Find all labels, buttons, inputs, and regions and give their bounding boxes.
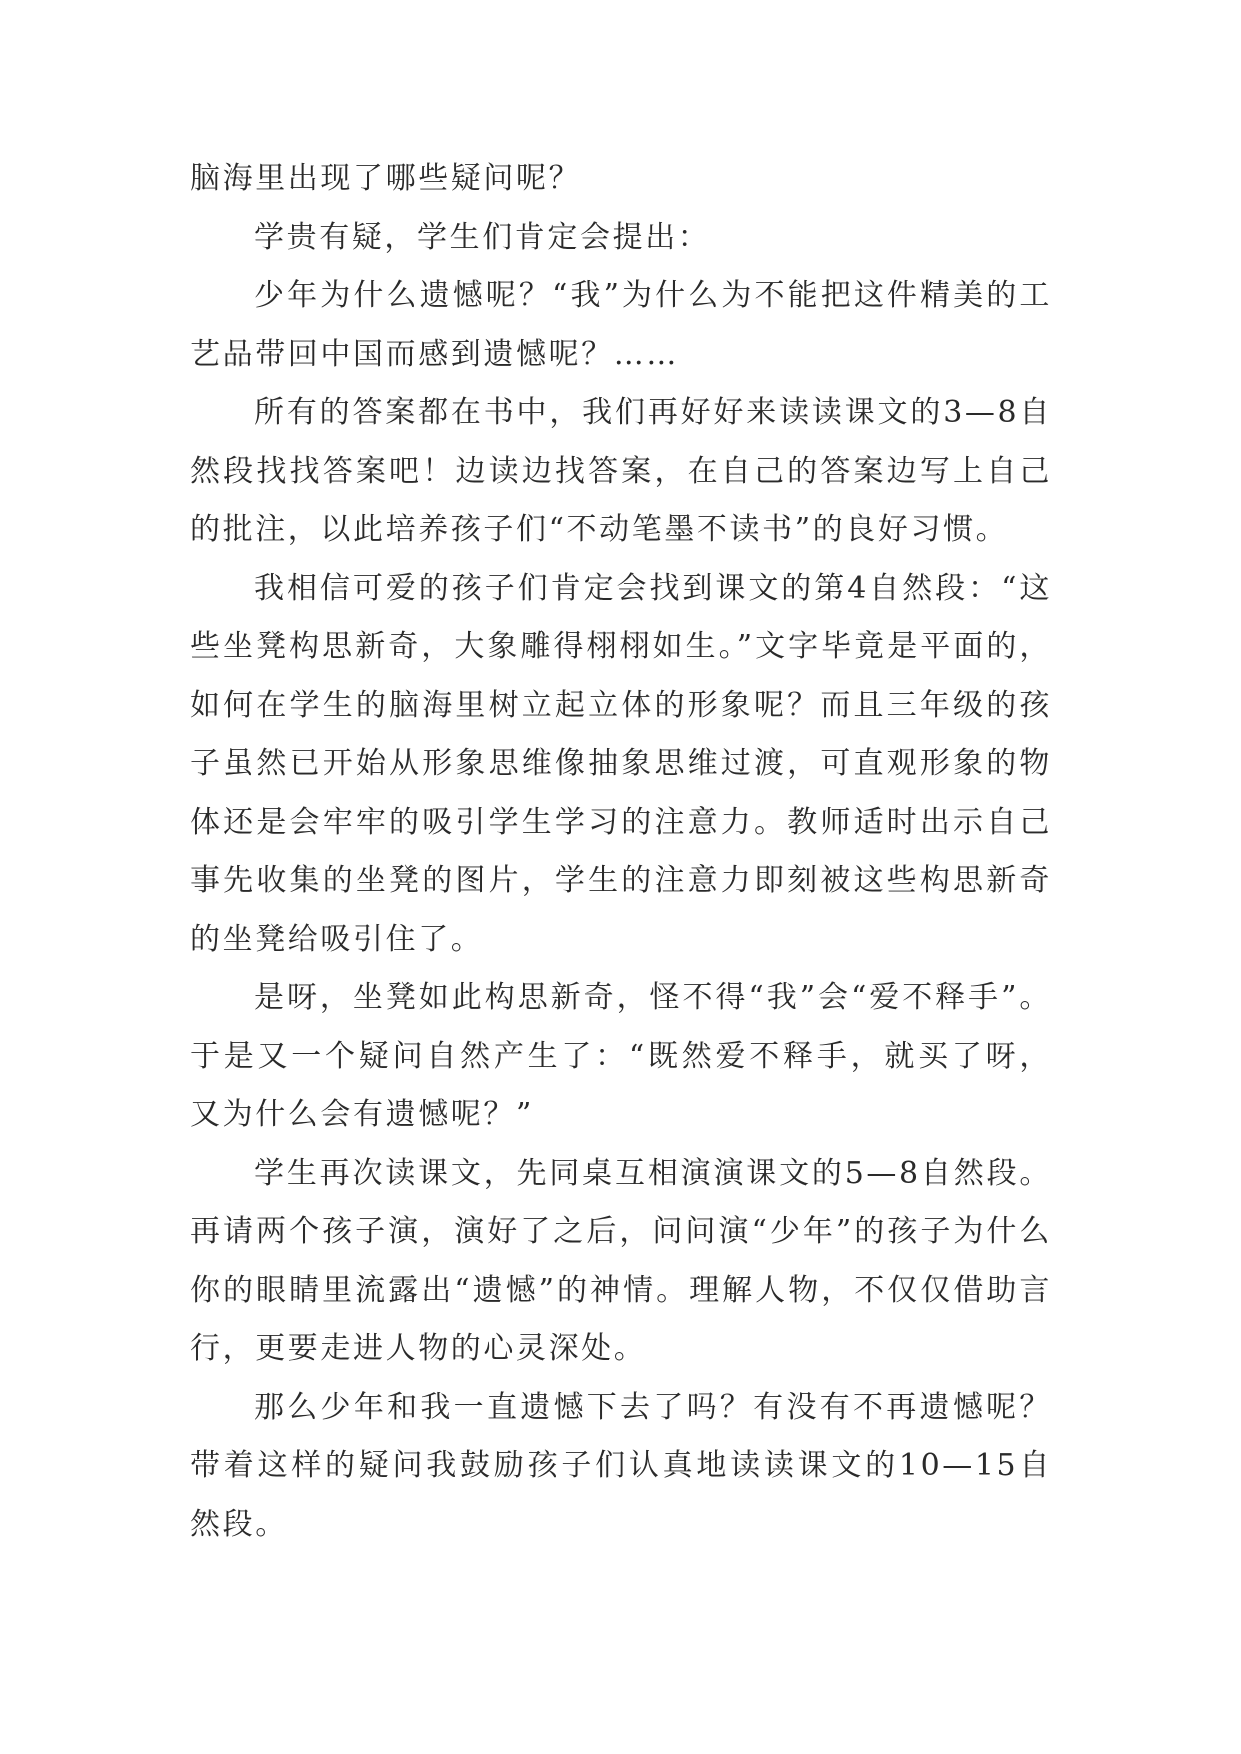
paragraph: 我相信可爱的孩子们肯定会找到课文的第4自然段：“这些坐凳构思新奇，大象雕得栩栩如生。”文字毕竟是平面的，如何在学生的脑海里树立起立体的形象呢？而且三年级的孩子虽然已开始从形象思维像抽象思维过渡，可直观形象的物体还是会牢牢的吸引学生学习的注意力。教师适时出示自己事先收集的坐凳的图片，学生的注意力即刻被这些构思新奇的坐凳给吸引住了。	[190, 570, 1052, 957]
paragraph-continued: 脑海里出现了哪些疑问呢？	[190, 161, 582, 196]
paragraph: 学生再次读课文，先同桌互相演演课文的5—8自然段。再请两个孩子演，演好了之后，问问演“少年”的孩子为什么你的眼睛里流露出“遗憾”的神情。理解人物，不仅仅借助言行，更要走进人物的心灵深处。	[190, 1155, 1052, 1366]
paragraph: 学贵有疑，学生们肯定会提出：	[254, 219, 711, 255]
paragraph: 少年为什么遗憾呢？“我”为什么为不能把这件精美的工艺品带回中国而感到遗憾呢？……	[190, 278, 1052, 372]
paragraph: 是呀，坐凳如此构思新奇，怪不得“我”会“爱不释手”。于是又一个疑问自然产生了：“既然爱不释手，就买了呀，又为什么会有遗憾呢？”	[190, 980, 1052, 1132]
paragraph: 那么少年和我一直遗憾下去了吗？有没有不再遗憾呢？带着这样的疑问我鼓励孩子们认真地读读课文的10—15自然段。	[190, 1389, 1052, 1542]
paragraph: 所有的答案都在书中，我们再好好来读读课文的3—8自然段找找答案吧！边读边找答案，在自己的答案边写上自己的批注，以此培养孩子们“不动笔墨不读书”的良好习惯。	[190, 395, 1052, 547]
document-body	[190, 150, 1052, 1554]
